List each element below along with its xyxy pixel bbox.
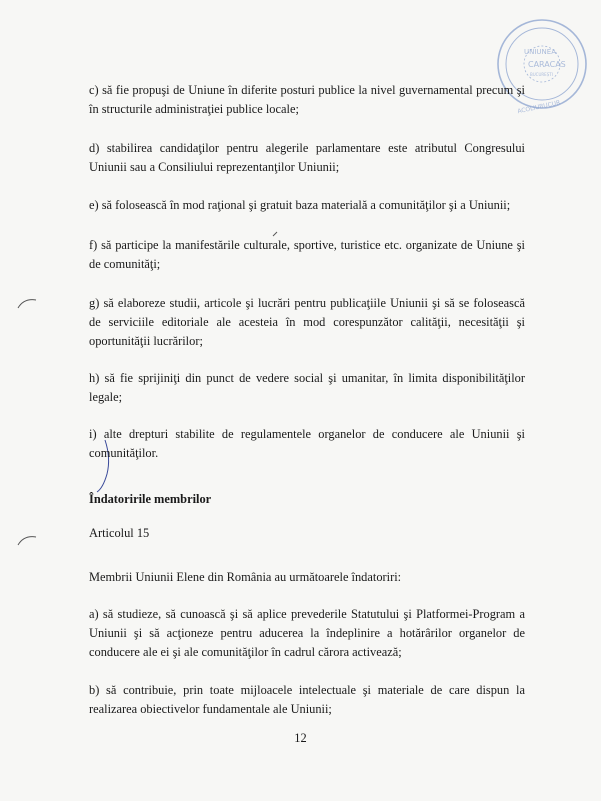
svg-text:CARACAS: CARACAS xyxy=(528,60,566,69)
svg-text:BUCUREȘTI: BUCUREȘTI xyxy=(530,72,553,77)
duty-b: b) să contribuie, prin toate mijloacele intelectuale şi materiale de care dispun la realizarea obiectivelor fundamentale ale Uniunii; xyxy=(89,683,525,716)
section-heading: Îndatoririle membrilor xyxy=(89,492,212,506)
paragraph-e: e) să folosească în mod raţional şi gratuit baza materială a comunităţilor şi a Uniunii; xyxy=(89,198,511,212)
paragraph-c: c) să fie propuşi de Uniune în diferite posturi publice la nivel guvernamental precum şi în structurile administraţiei publice locale; xyxy=(89,83,525,116)
margin-mark-icon xyxy=(16,296,40,312)
svg-text:UNIUNEA: UNIUNEA xyxy=(524,48,556,56)
duty-a: a) să studieze, să cunoască şi să aplice prevederile Statutului şi Platformei-Program a Uniunii şi să acţioneze pentru aducerea la îndeplinire a hotărârilor organelor de conducere ale ei şi ale comunităţilor în cadrul cărora activează; xyxy=(89,607,525,659)
page-number: 12 xyxy=(294,731,307,745)
margin-mark-icon xyxy=(16,533,40,549)
paragraph-d: d) stabilirea candidaţilor pentru alegerile parlamentare este atributul Congresului Uniunii sau a Consiliului reprezentanţilor Uniunii; xyxy=(89,141,525,174)
intro-text: Membrii Uniunii Elene din România au următoarele îndatoriri: xyxy=(89,570,402,584)
paragraph-i: i) alte drepturi stabilite de regulamentele organelor de conducere ale Uniunii şi comunităţilor. xyxy=(89,427,525,460)
paragraph-f: f) să participe la manifestările culturale, sportive, turistice etc. organizate de Uniune şi de comunităţi; xyxy=(89,238,525,271)
article-label: Articolul 15 xyxy=(89,526,150,540)
svg-text:ACOLIUBUCUR: ACOLIUBUCUR xyxy=(516,99,561,116)
paragraph-h: h) să fie sprijiniţi din punct de vedere social şi umanitar, în limita disponibilităţilor legale; xyxy=(89,371,525,404)
paragraph-g: g) să elaboreze studii, articole şi lucrări pentru publicaţiile Uniunii şi să se folosească de serviciile editoriale ale acesteia în mod corespunzător calităţii, necesităţii şi oportunităţii lucrărilor; xyxy=(89,296,525,348)
